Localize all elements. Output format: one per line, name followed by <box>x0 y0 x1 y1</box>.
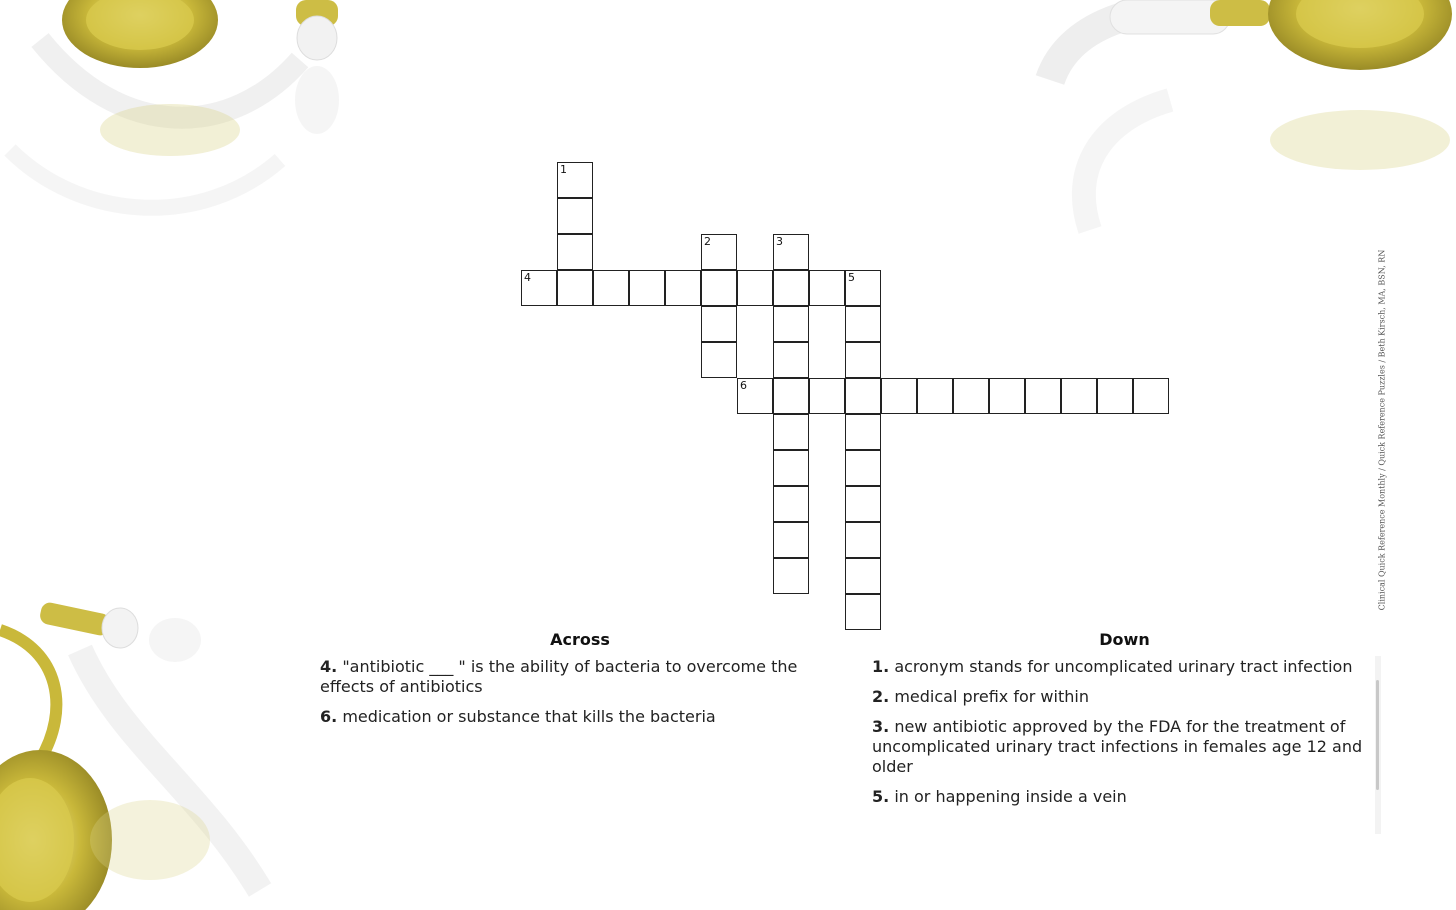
cell-number: 4 <box>524 271 531 284</box>
clue-text: medical prefix for within <box>894 687 1089 706</box>
clue-across-4 <box>320 657 840 697</box>
grid-cell[interactable] <box>845 378 881 414</box>
clue-text: acronym stands for uncomplicated urinary tract infection <box>894 657 1353 676</box>
grid-cell[interactable] <box>773 306 809 342</box>
grid-cell[interactable] <box>773 558 809 594</box>
scrollbar-thumb[interactable] <box>1376 680 1379 790</box>
grid-cell[interactable] <box>701 342 737 378</box>
grid-cell[interactable] <box>773 522 809 558</box>
grid-cell[interactable] <box>593 270 629 306</box>
cell-number: 6 <box>740 379 747 392</box>
grid-cell[interactable] <box>845 306 881 342</box>
grid-cell[interactable] <box>845 594 881 630</box>
grid-cell[interactable] <box>917 378 953 414</box>
clue-down-2 <box>872 687 1377 707</box>
grid-cell[interactable] <box>629 270 665 306</box>
grid-cell[interactable] <box>701 306 737 342</box>
grid-cell[interactable] <box>845 486 881 522</box>
grid-cell[interactable] <box>1133 378 1169 414</box>
grid-cell[interactable] <box>845 522 881 558</box>
grid-cell[interactable] <box>989 378 1025 414</box>
across-heading: Across <box>550 630 610 649</box>
grid-cell[interactable] <box>521 270 557 306</box>
grid-cell[interactable] <box>809 270 845 306</box>
cell-number: 5 <box>848 271 855 284</box>
clue-text: medication or substance that kills the bacteria <box>342 707 716 726</box>
grid-cell[interactable] <box>557 234 593 270</box>
clue-number: 3. <box>872 717 890 736</box>
credit-text: Clinical Quick Reference Monthly / Quick Reference Puzzles / Beth Kirsch, MA, BSN, RN <box>1377 249 1387 611</box>
clue-number: 5. <box>872 787 890 806</box>
grid-cell[interactable] <box>557 270 593 306</box>
clue-text: new antibiotic approved by the FDA for the treatment of uncomplicated urinary tract infections in females age 12 and older <box>872 717 1363 776</box>
grid-cell[interactable] <box>773 234 809 270</box>
grid-cell[interactable] <box>557 162 593 198</box>
grid-cell[interactable] <box>665 270 701 306</box>
clue-number: 1. <box>872 657 890 676</box>
grid-cell[interactable] <box>773 414 809 450</box>
grid-cell[interactable] <box>557 198 593 234</box>
clue-number: 2. <box>872 687 890 706</box>
cell-number: 2 <box>704 235 711 248</box>
grid-cell[interactable] <box>773 378 809 414</box>
grid-cell[interactable] <box>845 414 881 450</box>
clue-down-5 <box>872 787 1377 807</box>
across-clues <box>320 630 840 737</box>
grid-cell[interactable] <box>737 378 773 414</box>
grid-cell[interactable] <box>845 558 881 594</box>
grid-cell[interactable] <box>737 270 773 306</box>
clue-down-1 <box>872 657 1377 677</box>
grid-cell[interactable] <box>881 378 917 414</box>
grid-cell[interactable] <box>773 270 809 306</box>
grid-cell[interactable] <box>845 450 881 486</box>
grid-cell[interactable] <box>953 378 989 414</box>
grid-cell[interactable] <box>845 342 881 378</box>
stethoscope-icon <box>0 590 300 910</box>
grid-cell[interactable] <box>809 378 845 414</box>
cell-number: 3 <box>776 235 783 248</box>
clue-number: 4. <box>320 657 338 676</box>
grid-cell[interactable] <box>1061 378 1097 414</box>
grid-cell[interactable] <box>773 486 809 522</box>
grid-cell[interactable] <box>1097 378 1133 414</box>
down-clues <box>872 630 1377 817</box>
clue-text: in or happening inside a vein <box>894 787 1127 806</box>
grid-cell[interactable] <box>701 270 737 306</box>
clue-text: "antibiotic ___ " is the ability of bacteria to overcome the effects of antibiotics <box>320 657 798 696</box>
grid-cell[interactable] <box>773 342 809 378</box>
down-heading: Down <box>1099 630 1150 649</box>
grid-cell[interactable] <box>773 450 809 486</box>
grid-cell[interactable] <box>1025 378 1061 414</box>
grid-cell[interactable] <box>845 270 881 306</box>
clue-across-6 <box>320 707 840 727</box>
clues-scrollbar[interactable] <box>1375 656 1381 834</box>
cell-number: 1 <box>560 163 567 176</box>
clue-number: 6. <box>320 707 338 726</box>
grid-cell[interactable] <box>701 234 737 270</box>
clue-down-3 <box>872 717 1377 777</box>
